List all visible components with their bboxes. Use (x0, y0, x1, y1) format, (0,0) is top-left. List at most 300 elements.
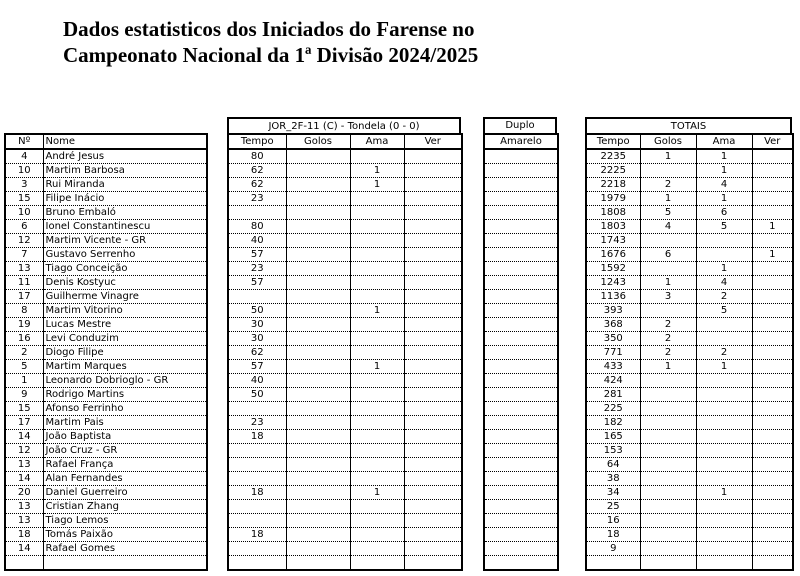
player-number: 12 (5, 444, 43, 458)
total-tempo-cell: 424 (586, 374, 640, 388)
player-number: 15 (5, 192, 43, 206)
duplo-row (484, 374, 558, 388)
player-name: Tiago Lemos (43, 514, 207, 528)
total-tempo-cell: 64 (586, 458, 640, 472)
total-ver-cell (752, 262, 793, 276)
game-golos-cell (286, 486, 350, 500)
game-ama-cell (350, 402, 404, 416)
totals-row (586, 472, 793, 486)
game-tempo-cell: 18 (228, 528, 286, 542)
totals-row (586, 262, 793, 276)
total-tempo-cell: 2235 (586, 149, 640, 164)
player-number: 3 (5, 178, 43, 192)
game-tempo-cell (228, 402, 286, 416)
total-ver-cell (752, 542, 793, 556)
player-row (5, 388, 207, 402)
totals-row (586, 192, 793, 206)
total-ver-cell (752, 556, 793, 571)
total-ama-cell (696, 514, 752, 528)
duplo-row (484, 402, 558, 416)
duplo-row (484, 290, 558, 304)
duplo-row (484, 346, 558, 360)
player-row (5, 206, 207, 220)
duplo-cell (484, 402, 558, 416)
player-row (5, 234, 207, 248)
duplo-cell (484, 556, 558, 571)
player-number: 18 (5, 528, 43, 542)
total-tempo-cell: 1979 (586, 192, 640, 206)
totals-row (586, 542, 793, 556)
game-ver-cell (404, 149, 462, 164)
totals-row (586, 304, 793, 318)
player-row (5, 346, 207, 360)
game-golos-cell (286, 332, 350, 346)
totals-row (586, 178, 793, 192)
player-number: 7 (5, 248, 43, 262)
totals-row (586, 276, 793, 290)
totals-row (586, 500, 793, 514)
player-number: 16 (5, 332, 43, 346)
total-tempo-cell: 1808 (586, 206, 640, 220)
duplo-cell (484, 192, 558, 206)
total-ama-cell: 5 (696, 220, 752, 234)
game-ver-cell (404, 402, 462, 416)
game-tempo-cell: 30 (228, 332, 286, 346)
game-tempo-cell: 18 (228, 486, 286, 500)
game-ama-cell (350, 248, 404, 262)
totals-row (586, 149, 793, 164)
duplo-row (484, 248, 558, 262)
totals-row (586, 234, 793, 248)
game-ver-cell (404, 486, 462, 500)
totals-row (586, 388, 793, 402)
game-tempo-cell: 40 (228, 374, 286, 388)
duplo-cell (484, 430, 558, 444)
game-ver-cell (404, 514, 462, 528)
total-ver-cell (752, 192, 793, 206)
game-ver-cell (404, 472, 462, 486)
game-golos-cell (286, 220, 350, 234)
totais-header (585, 117, 792, 134)
game-tempo-cell (228, 472, 286, 486)
player-row (5, 416, 207, 430)
player-name: Cristian Zhang (43, 500, 207, 514)
total-ver-cell (752, 276, 793, 290)
total-golos-cell (640, 262, 696, 276)
player-number: 15 (5, 402, 43, 416)
game-tempo-cell: 23 (228, 416, 286, 430)
game-ama-cell (350, 276, 404, 290)
player-row (5, 542, 207, 556)
total-ama-cell: 1 (696, 486, 752, 500)
duplo-cell (484, 346, 558, 360)
game-ama-cell: 1 (350, 164, 404, 178)
player-name: Denis Kostyuc (43, 276, 207, 290)
total-tempo-cell: 1592 (586, 262, 640, 276)
total-ama-cell (696, 402, 752, 416)
duplo-cell (484, 262, 558, 276)
game-ver-cell (404, 346, 462, 360)
total-golos-cell (640, 528, 696, 542)
duplo-amarelo-header (483, 117, 557, 134)
total-ver-cell: 1 (752, 248, 793, 262)
totals-row (586, 346, 793, 360)
player-number: 20 (5, 486, 43, 500)
total-golos-cell (640, 514, 696, 528)
totals-row (586, 556, 793, 571)
player-row (5, 486, 207, 500)
duplo-row (484, 486, 558, 500)
totals-col-tempo: Tempo (586, 134, 640, 149)
total-ama-cell: 2 (696, 346, 752, 360)
player-number: 13 (5, 458, 43, 472)
game-ver-cell (404, 276, 462, 290)
page-title (63, 16, 478, 68)
player-row (5, 514, 207, 528)
duplo-cell (484, 149, 558, 164)
player-name: Leonardo Dobrioglo - GR (43, 374, 207, 388)
game-row (228, 192, 462, 206)
totals-row (586, 458, 793, 472)
game-tempo-cell (228, 206, 286, 220)
total-golos-cell (640, 556, 696, 571)
game-col-ver: Ver (404, 134, 462, 149)
duplo-cell (484, 234, 558, 248)
game-golos-cell (286, 458, 350, 472)
game-col-ama: Ama (350, 134, 404, 149)
total-ver-cell (752, 304, 793, 318)
game-ama-cell: 1 (350, 178, 404, 192)
game-row (228, 290, 462, 304)
totals-col-ver: Ver (752, 134, 793, 149)
duplo-row (484, 318, 558, 332)
total-golos-cell (640, 374, 696, 388)
game-ver-cell (404, 206, 462, 220)
player-name: Bruno Embaló (43, 206, 207, 220)
player-name: João Cruz - GR (43, 444, 207, 458)
duplo-cell (484, 178, 558, 192)
game-tempo-cell: 23 (228, 192, 286, 206)
game-ver-cell (404, 290, 462, 304)
total-ama-cell: 1 (696, 149, 752, 164)
total-golos-cell: 5 (640, 206, 696, 220)
duplo-row (484, 444, 558, 458)
total-golos-cell: 1 (640, 360, 696, 374)
duplo-row (484, 556, 558, 571)
duplo-row (484, 178, 558, 192)
game-ver-cell (404, 374, 462, 388)
game-tempo-cell: 40 (228, 234, 286, 248)
game-row (228, 149, 462, 164)
total-golos-cell (640, 486, 696, 500)
duplo-row (484, 416, 558, 430)
title-line-1: Dados estatisticos dos Iniciados do Farense no (63, 17, 475, 41)
player-row (5, 500, 207, 514)
total-golos-cell (640, 402, 696, 416)
total-ver-cell: 1 (752, 220, 793, 234)
duplo-cell (484, 374, 558, 388)
totals-row (586, 220, 793, 234)
game-tempo-cell (228, 458, 286, 472)
total-golos-cell (640, 500, 696, 514)
game-ama-cell (350, 149, 404, 164)
game-tempo-cell (228, 514, 286, 528)
game-ver-cell (404, 178, 462, 192)
duplo-cell (484, 290, 558, 304)
game-ama-cell (350, 374, 404, 388)
total-golos-cell: 1 (640, 192, 696, 206)
totals-row (586, 206, 793, 220)
total-ver-cell (752, 374, 793, 388)
game-tempo-cell: 50 (228, 304, 286, 318)
game-row (228, 430, 462, 444)
game-golos-cell (286, 164, 350, 178)
duplo-row (484, 206, 558, 220)
game-golos-cell (286, 500, 350, 514)
total-tempo-cell: 433 (586, 360, 640, 374)
duplo-header-line1: Duplo (505, 120, 535, 131)
total-tempo-cell: 1743 (586, 234, 640, 248)
game-ama-cell (350, 458, 404, 472)
player-row (5, 178, 207, 192)
duplo-row (484, 360, 558, 374)
game-ama-cell (350, 332, 404, 346)
game-tempo-cell: 57 (228, 360, 286, 374)
player-row (5, 444, 207, 458)
total-ama-cell (696, 528, 752, 542)
col-nome-header: Nome (43, 134, 207, 149)
total-ver-cell (752, 318, 793, 332)
player-name: Martim Vicente - GR (43, 234, 207, 248)
game-ama-cell (350, 192, 404, 206)
player-name: Lucas Mestre (43, 318, 207, 332)
player-row (5, 374, 207, 388)
total-golos-cell (640, 304, 696, 318)
duplo-col-header: Amarelo (484, 134, 558, 149)
game-row (228, 276, 462, 290)
game-row (228, 206, 462, 220)
player-name: João Baptista (43, 430, 207, 444)
totals-row (586, 416, 793, 430)
duplo-table (483, 133, 559, 571)
player-row (5, 248, 207, 262)
game-ama-cell (350, 444, 404, 458)
total-tempo-cell: 2218 (586, 178, 640, 192)
total-tempo-cell: 393 (586, 304, 640, 318)
game-row (228, 472, 462, 486)
total-golos-cell: 4 (640, 220, 696, 234)
player-number: 14 (5, 430, 43, 444)
player-number: 8 (5, 304, 43, 318)
game-golos-cell (286, 178, 350, 192)
player-number: 13 (5, 500, 43, 514)
duplo-row (484, 164, 558, 178)
duplo-cell (484, 248, 558, 262)
duplo-row (484, 220, 558, 234)
total-ama-cell: 4 (696, 276, 752, 290)
total-ama-cell (696, 472, 752, 486)
game-tempo-cell: 62 (228, 346, 286, 360)
game-row (228, 234, 462, 248)
total-tempo-cell: 34 (586, 486, 640, 500)
total-ama-cell (696, 444, 752, 458)
game-row (228, 164, 462, 178)
game-row (228, 248, 462, 262)
duplo-cell (484, 500, 558, 514)
game-golos-cell (286, 318, 350, 332)
total-ama-cell (696, 388, 752, 402)
duplo-cell (484, 472, 558, 486)
duplo-row (484, 430, 558, 444)
total-ver-cell (752, 234, 793, 248)
game-ama-cell (350, 472, 404, 486)
title-line-2: Campeonato Nacional da 1ª Divisão 2024/2025 (63, 43, 479, 67)
player-name: André Jesus (43, 149, 207, 164)
players-table (4, 133, 208, 571)
total-golos-cell (640, 444, 696, 458)
totals-col-ama: Ama (696, 134, 752, 149)
total-golos-cell (640, 472, 696, 486)
game-ver-cell (404, 304, 462, 318)
game-row (228, 556, 462, 571)
total-golos-cell: 2 (640, 178, 696, 192)
total-tempo-cell: 1243 (586, 276, 640, 290)
total-golos-cell (640, 388, 696, 402)
player-row (5, 458, 207, 472)
game-row (228, 528, 462, 542)
total-tempo-cell: 16 (586, 514, 640, 528)
player-name: Martim Barbosa (43, 164, 207, 178)
player-name: Martim Vitorino (43, 304, 207, 318)
player-number: 13 (5, 514, 43, 528)
game-golos-cell (286, 444, 350, 458)
game-tempo-cell: 80 (228, 220, 286, 234)
duplo-cell (484, 332, 558, 346)
game-ama-cell (350, 430, 404, 444)
totals-table (585, 133, 794, 571)
game-row (228, 444, 462, 458)
game-ama-cell (350, 220, 404, 234)
total-tempo-cell: 350 (586, 332, 640, 346)
player-name: Gustavo Serrenho (43, 248, 207, 262)
total-tempo-cell: 2225 (586, 164, 640, 178)
player-number: 5 (5, 360, 43, 374)
duplo-cell (484, 514, 558, 528)
total-ama-cell (696, 234, 752, 248)
game-ver-cell (404, 528, 462, 542)
totals-col-golos: Golos (640, 134, 696, 149)
game-golos-cell (286, 374, 350, 388)
totals-row (586, 290, 793, 304)
game-golos-cell (286, 416, 350, 430)
game-ama-cell (350, 234, 404, 248)
player-name: Diogo Filipe (43, 346, 207, 360)
game-golos-cell (286, 304, 350, 318)
duplo-cell (484, 276, 558, 290)
player-row (5, 332, 207, 346)
game-row (228, 416, 462, 430)
total-ver-cell (752, 416, 793, 430)
total-ama-cell (696, 332, 752, 346)
player-number: 1 (5, 374, 43, 388)
duplo-cell (484, 444, 558, 458)
game-ver-cell (404, 262, 462, 276)
game-ama-cell (350, 528, 404, 542)
game-golos-cell (286, 402, 350, 416)
game-golos-cell (286, 388, 350, 402)
game-ama-cell (350, 206, 404, 220)
game-ver-cell (404, 360, 462, 374)
total-ver-cell (752, 500, 793, 514)
player-row (5, 262, 207, 276)
totals-row (586, 374, 793, 388)
total-tempo-cell: 9 (586, 542, 640, 556)
game-tempo-cell (228, 500, 286, 514)
player-name: Tiago Conceição (43, 262, 207, 276)
duplo-cell (484, 416, 558, 430)
total-golos-cell: 1 (640, 149, 696, 164)
totals-row (586, 444, 793, 458)
game-ama-cell (350, 388, 404, 402)
game-ver-cell (404, 234, 462, 248)
total-golos-cell (640, 164, 696, 178)
duplo-row (484, 234, 558, 248)
game-golos-cell (286, 248, 350, 262)
total-golos-cell: 6 (640, 248, 696, 262)
game-ama-cell (350, 346, 404, 360)
totals-row (586, 486, 793, 500)
game-ver-cell (404, 542, 462, 556)
duplo-row (484, 472, 558, 486)
duplo-cell (484, 304, 558, 318)
player-name: Rodrigo Martins (43, 388, 207, 402)
total-tempo-cell: 18 (586, 528, 640, 542)
game-row (228, 220, 462, 234)
game-ama-cell (350, 514, 404, 528)
total-tempo-cell: 1803 (586, 220, 640, 234)
player-name: Daniel Guerreiro (43, 486, 207, 500)
game-golos-cell (286, 528, 350, 542)
duplo-cell (484, 528, 558, 542)
player-name: Alan Fernandes (43, 472, 207, 486)
game-ama-cell (350, 262, 404, 276)
duplo-row (484, 332, 558, 346)
game-golos-cell (286, 430, 350, 444)
game-golos-cell (286, 262, 350, 276)
totals-row (586, 332, 793, 346)
player-number: 14 (5, 542, 43, 556)
total-ver-cell (752, 486, 793, 500)
player-row (5, 192, 207, 206)
game-ver-cell (404, 556, 462, 571)
game-golos-cell (286, 472, 350, 486)
game-ama-cell (350, 556, 404, 571)
player-row (5, 164, 207, 178)
player-name: Martim Pais (43, 416, 207, 430)
total-tempo-cell (586, 556, 640, 571)
duplo-row (484, 528, 558, 542)
player-row (5, 402, 207, 416)
game-tempo-cell: 57 (228, 276, 286, 290)
game-golos-cell (286, 542, 350, 556)
total-ver-cell (752, 164, 793, 178)
total-tempo-cell: 1136 (586, 290, 640, 304)
col-num-header: Nº (5, 134, 43, 149)
game-ama-cell (350, 542, 404, 556)
player-number: 6 (5, 220, 43, 234)
total-ama-cell (696, 500, 752, 514)
game-tempo-cell: 30 (228, 318, 286, 332)
